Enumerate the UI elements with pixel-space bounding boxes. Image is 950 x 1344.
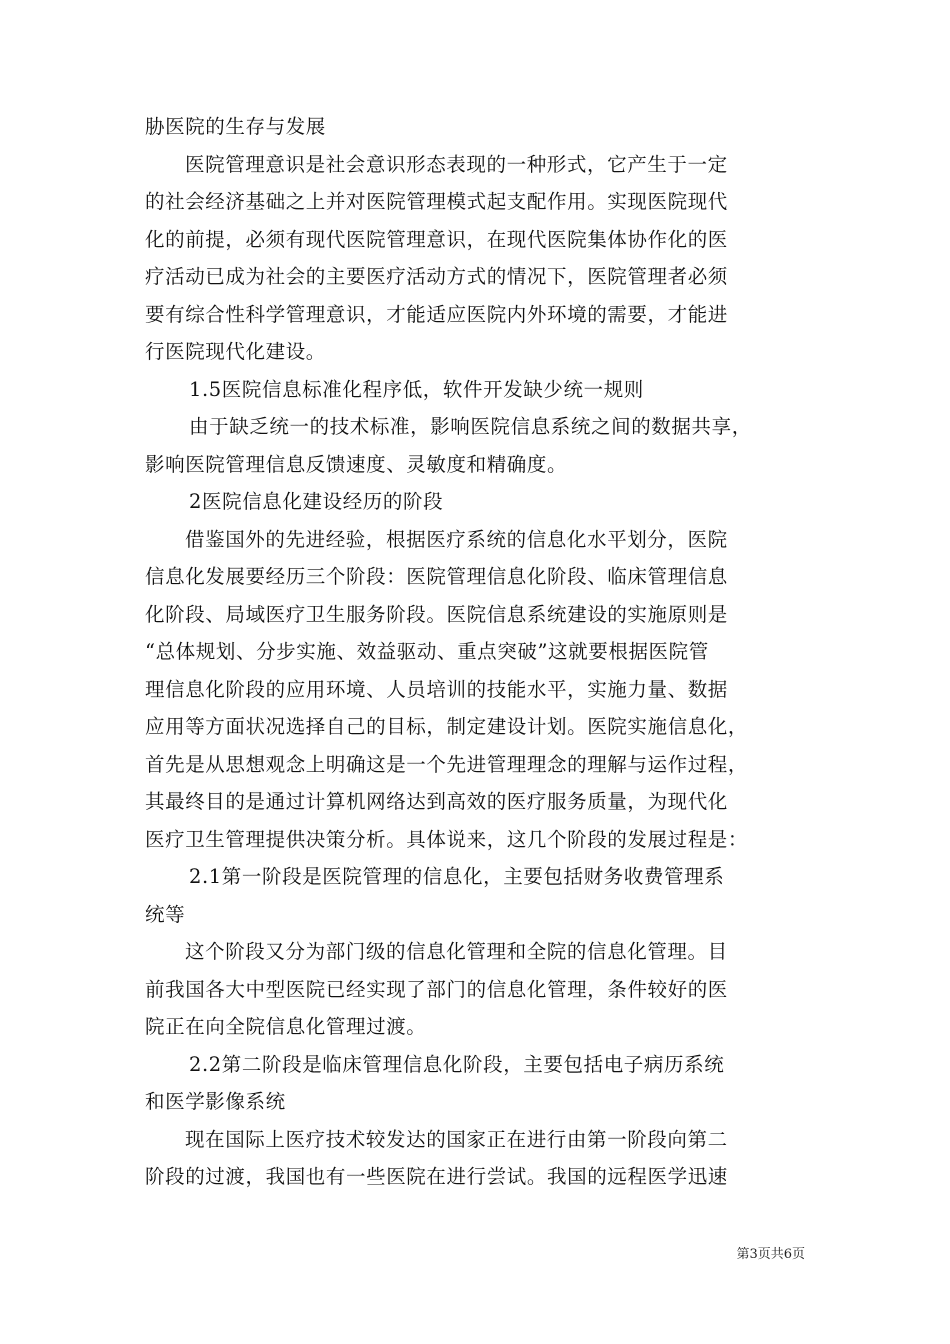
section-heading-1-5: 1.5医院信息标准化程序低，软件开发缺少统一规则 (189, 377, 644, 401)
text-line: 统等 (145, 902, 186, 926)
text-line: 的社会经济基础之上并对医院管理模式起支配作用。实现医院现代 (145, 190, 728, 213)
paragraph-start: 医院管理意识是社会意识形态表现的一种形式，它产生于一定 (185, 152, 728, 176)
page-number: 第3页共6页 (736, 1247, 805, 1262)
text-line: 医疗卫生管理提供决策分析。具体说来，这几个阶段的发展过程是： (145, 827, 749, 851)
section-heading-2: 2医院信息化建设经历的阶段 (189, 490, 444, 513)
text-line: 应用等方面状况选择自己的目标，制定建设计划。医院实施信息化， (145, 715, 749, 738)
text-line: 院正在向全院信息化管理过渡。 (145, 1015, 427, 1038)
text-line: 胁医院的生存与发展 (145, 115, 326, 138)
paragraph-start: 借鉴国外的先进经验，根据医疗系统的信息化水平划分，医院 (185, 527, 728, 551)
text-line: 其最终目的是通过计算机网络达到高效的医疗服务质量，为现代化 (145, 790, 728, 813)
text-line: “总体规划、分步实施、效益驱动、重点突破”这就要根据医院管 (145, 640, 709, 663)
text-line: 化阶段、局域医疗卫生服务阶段。医院信息系统建设的实施原则是 (145, 602, 728, 626)
paragraph-start: 这个阶段又分为部门级的信息化管理和全院的信息化管理。目 (185, 940, 728, 963)
text-line: 化的前提，必须有现代医院管理意识，在现代医院集体协作化的医 (145, 227, 728, 251)
paragraph-start: 现在国际上医疗技术较发达的国家正在进行由第一阶段向第二 (185, 1127, 728, 1151)
section-heading-2-1: 2.1第一阶段是医院管理的信息化，主要包括财务收费管理系 (189, 865, 725, 888)
text-line: 阶段的过渡，我国也有一些医院在进行尝试。我国的远程医学迅速 (145, 1165, 728, 1188)
section-heading-2-2: 2.2第二阶段是临床管理信息化阶段，主要包括电子病历系统 (189, 1052, 725, 1076)
text-line: 首先是从思想观念上明确这是一个先进管理理念的理解与运作过程， (145, 752, 749, 776)
paragraph-start: 由于缺乏统一的技术标准，影响医院信息系统之间的数据共享， (189, 415, 752, 438)
text-line: 要有综合性科学管理意识，才能适应医院内外环境的需要，才能进 (145, 302, 728, 326)
text-line: 理信息化阶段的应用环境、人员培训的技能水平，实施力量、数据 (145, 677, 728, 701)
text-line: 行医院现代化建设。 (145, 340, 326, 363)
text-line: 前我国各大中型医院已经实现了部门的信息化管理，条件较好的医 (145, 977, 728, 1001)
text-line: 和医学影像系统 (145, 1090, 286, 1113)
text-line: 疗活动已成为社会的主要医疗活动方式的情况下，医院管理者必须 (145, 265, 728, 288)
body-text (145, 108, 810, 1196)
text-line: 影响医院管理信息反馈速度、灵敏度和精确度。 (145, 452, 568, 476)
text-line: 信息化发展要经历三个阶段：医院管理信息化阶段、临床管理信息 (145, 565, 728, 588)
